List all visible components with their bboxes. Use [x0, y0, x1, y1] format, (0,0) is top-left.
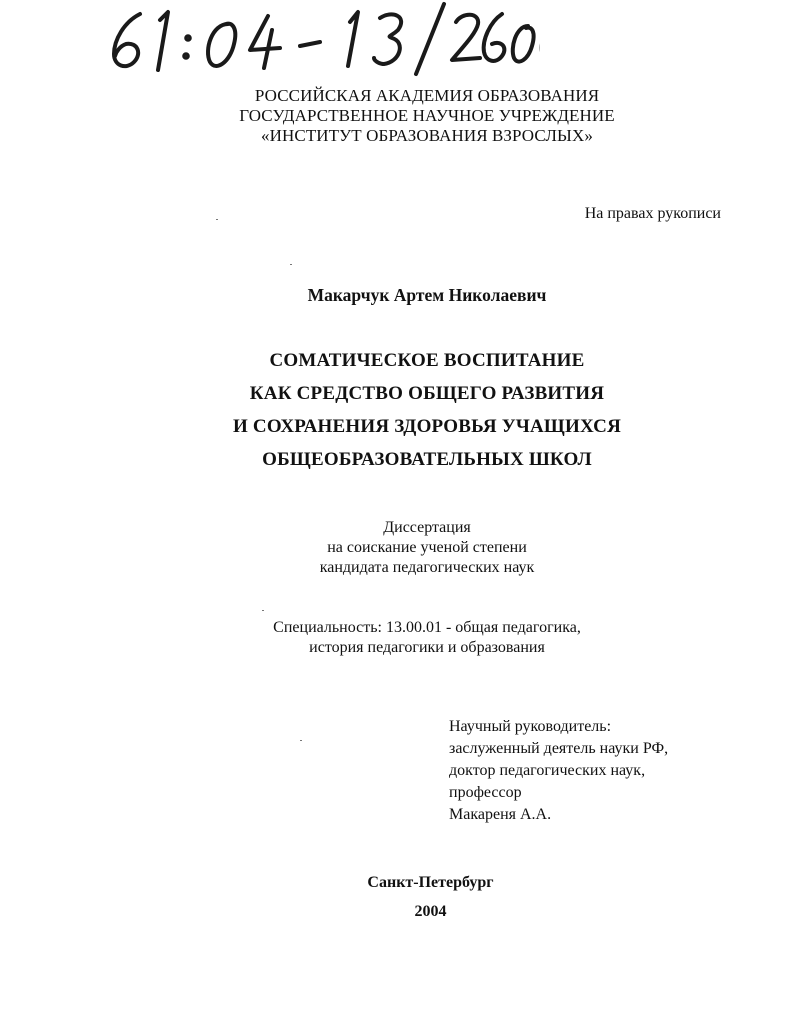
scan-speck	[300, 740, 302, 741]
city: Санкт-Петербург	[367, 874, 494, 891]
supervisor-line-1: Научный руководитель:	[449, 718, 612, 735]
title-line-4: ОБЩЕОБРАЗОВАТЕЛЬНЫХ ШКОЛ	[262, 449, 592, 470]
institution-line-1: РОССИЙСКАЯ АКАДЕМИЯ ОБРАЗОВАНИЯ	[254, 86, 600, 105]
scan-speck	[262, 610, 264, 611]
dissertation-title	[0, 344, 799, 476]
supervisor-block	[449, 716, 668, 826]
supervisor-line-4: профессор	[449, 784, 522, 801]
institution-header	[0, 86, 799, 146]
specialty-line-2: история педагогики и образования	[309, 639, 545, 656]
title-line-1: СОМАТИЧЕСКОЕ ВОСПИТАНИЕ	[269, 350, 585, 371]
handwritten-archive-code	[100, 0, 540, 80]
title-line-2: КАК СРЕДСТВО ОБЩЕГО РАЗВИТИЯ	[249, 383, 605, 404]
institution-line-2: ГОСУДАРСТВЕННОЕ НАУЧНОЕ УЧРЕЖДЕНИЕ	[239, 106, 615, 125]
supervisor-line-5: Макареня А.А.	[449, 806, 552, 823]
handwritten-code-text: 61:04-13/2606	[100, 0, 106, 1]
supervisor-line-2: заслуженный деятель науки РФ,	[449, 740, 669, 757]
scan-speck	[216, 219, 218, 220]
title-line-3: И СОХРАНЕНИЯ ЗДОРОВЬЯ УЧАЩИХСЯ	[232, 416, 622, 437]
degree-line-3: кандидата педагогических наук	[319, 559, 535, 576]
year: 2004	[414, 903, 447, 920]
supervisor-line-3: доктор педагогических наук,	[449, 762, 646, 779]
author-name: Макарчук Артем Николаевич	[307, 285, 547, 305]
degree-line-2: на соискание ученой степени	[327, 539, 527, 556]
institution-line-3: «ИНСТИТУТ ОБРАЗОВАНИЯ ВЗРОСЛЫХ»	[261, 126, 593, 145]
degree-line-1: Диссертация	[383, 519, 471, 536]
specialty-info	[0, 618, 799, 658]
specialty-line-1: Специальность: 13.00.01 - общая педагогика,	[273, 619, 581, 636]
degree-info	[0, 518, 799, 578]
scan-speck	[290, 264, 292, 265]
rights-note: На правах рукописи	[584, 205, 721, 222]
